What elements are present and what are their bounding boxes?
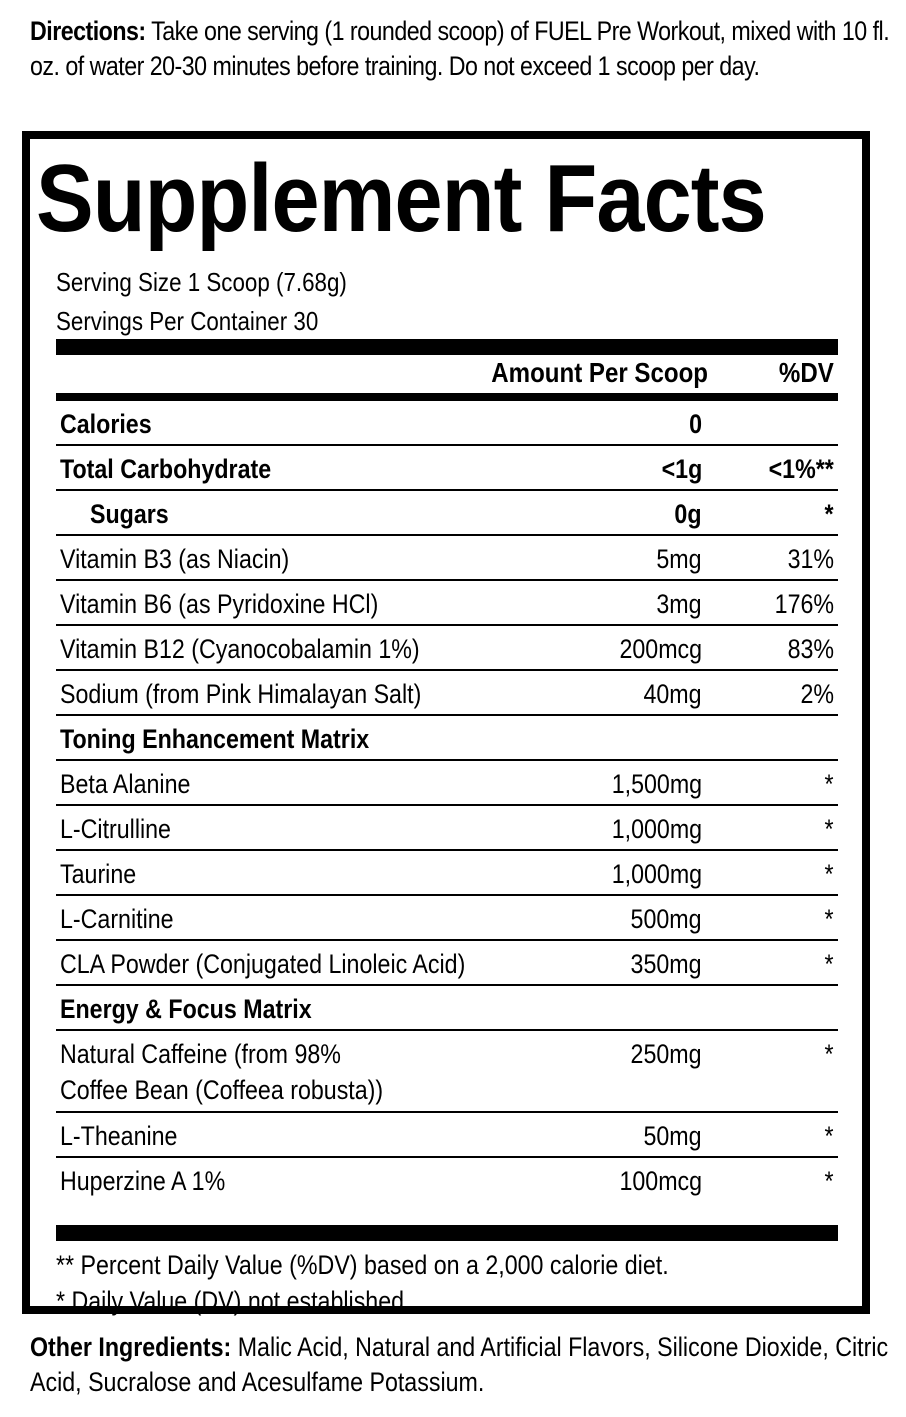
- nutrient-dv: *: [824, 499, 834, 529]
- ingredient-name-line2: Coffee Bean (Coffeea robusta)): [60, 1075, 384, 1105]
- ingredient-dv: *: [824, 814, 834, 844]
- nutrient-name: Sugars: [90, 499, 169, 529]
- nutrient-row-vitamin-b12: [56, 626, 838, 671]
- nutrient-amount: <1g: [661, 454, 702, 484]
- ingredient-name: [60, 1036, 383, 1108]
- ingredient-dv: *: [824, 1166, 834, 1196]
- nutrient-amount: 0g: [674, 499, 702, 529]
- thick-divider-header: [56, 393, 838, 401]
- amount-header: Amount Per Scoop: [491, 357, 708, 388]
- section-energy-focus-matrix: [56, 986, 838, 1031]
- column-header: [56, 357, 838, 397]
- ingredient-row-l-citrulline: [56, 806, 838, 851]
- ingredient-dv: *: [824, 949, 834, 979]
- ingredient-dv: *: [824, 769, 834, 799]
- nutrient-name: Sodium (from Pink Himalayan Salt): [60, 679, 422, 709]
- nutrient-row-sugars: [56, 491, 838, 536]
- nutrient-table: [56, 401, 838, 1203]
- ingredient-name: L-Citrulline: [60, 814, 171, 844]
- ingredient-dv: *: [824, 1121, 834, 1151]
- nutrient-row-vitamin-b6: [56, 581, 838, 626]
- servings-per-container: Servings Per Container 30: [56, 306, 319, 336]
- ingredient-amount: 250mg: [630, 1039, 702, 1069]
- ingredient-amount: 350mg: [630, 949, 702, 979]
- footnote-dv-basis: ** Percent Daily Value (%DV) based on a 2,000 calorie diet.: [56, 1250, 669, 1280]
- nutrient-amount: 200mcg: [619, 634, 702, 664]
- nutrient-name: Total Carbohydrate: [60, 454, 272, 484]
- section-title: Toning Enhancement Matrix: [60, 724, 370, 754]
- nutrient-row-total-carbohydrate: [56, 446, 838, 491]
- nutrient-dv: <1%**: [768, 454, 834, 484]
- ingredient-row-huperzine-a: [56, 1158, 838, 1203]
- nutrient-row-vitamin-b3: [56, 536, 838, 581]
- serving-size: Serving Size 1 Scoop (7.68g): [56, 267, 347, 297]
- footnotes: [56, 1247, 669, 1319]
- ingredient-amount: 1,500mg: [611, 769, 702, 799]
- ingredient-name-line1: Natural Caffeine (from 98%: [60, 1039, 341, 1069]
- ingredient-amount: 100mcg: [619, 1166, 702, 1196]
- ingredient-row-beta-alanine: [56, 761, 838, 806]
- supplement-facts-panel: [22, 131, 870, 1314]
- ingredient-name: L-Theanine: [60, 1121, 178, 1151]
- nutrient-name: Calories: [60, 409, 152, 439]
- ingredient-amount: 1,000mg: [611, 859, 702, 889]
- nutrient-amount: 5mg: [656, 544, 702, 574]
- ingredient-amount: 50mg: [643, 1121, 702, 1151]
- section-title: Energy & Focus Matrix: [60, 994, 312, 1024]
- ingredient-row-cla-powder: [56, 941, 838, 986]
- nutrient-amount: 3mg: [656, 589, 702, 619]
- panel-title: Supplement Facts: [36, 145, 766, 252]
- directions-label: Directions:: [30, 16, 146, 46]
- ingredient-name: L-Carnitine: [60, 904, 174, 934]
- serving-info: [56, 263, 347, 341]
- nutrient-amount: 40mg: [643, 679, 702, 709]
- nutrient-name: Vitamin B12 (Cyanocobalamin 1%): [60, 634, 420, 664]
- nutrient-row-sodium: [56, 671, 838, 716]
- ingredient-amount: 1,000mg: [611, 814, 702, 844]
- nutrient-name: Vitamin B3 (as Niacin): [60, 544, 290, 574]
- ingredient-row-taurine: [56, 851, 838, 896]
- nutrient-amount: 0: [689, 409, 702, 439]
- ingredient-dv: *: [824, 904, 834, 934]
- nutrient-dv: 31%: [787, 544, 834, 574]
- ingredient-row-l-carnitine: [56, 896, 838, 941]
- dv-header: %DV: [779, 357, 834, 388]
- ingredient-name: Beta Alanine: [60, 769, 191, 799]
- ingredient-dv: *: [824, 1039, 834, 1069]
- nutrient-row-calories: [56, 401, 838, 446]
- other-ingredients: [30, 1330, 890, 1400]
- other-ingredients-label: Other Ingredients:: [30, 1332, 232, 1362]
- ingredient-name: Huperzine A 1%: [60, 1166, 226, 1196]
- ingredient-row-l-theanine: [56, 1113, 838, 1158]
- nutrient-name: Vitamin B6 (as Pyridoxine HCl): [60, 589, 379, 619]
- ingredient-name: CLA Powder (Conjugated Linoleic Acid): [60, 949, 466, 979]
- footnote-dv-not-established: * Daily Value (DV) not established: [56, 1286, 405, 1316]
- directions-body: Take one serving (1 rounded scoop) of FUEL Pre Workout, mixed with 10 fl. oz. of water 20-30 minutes before training. Do not exceed 1 scoop per day.: [30, 16, 890, 81]
- thick-divider-bottom: [56, 1225, 838, 1241]
- ingredient-row-natural-caffeine: [56, 1031, 838, 1113]
- nutrient-dv: 83%: [787, 634, 834, 664]
- directions-text: [30, 14, 890, 84]
- ingredient-amount: 500mg: [630, 904, 702, 934]
- other-ingredients-text: Malic Acid, Natural and Artificial Flavors, Silicone Dioxide, Citric Acid, Sucralose and Acesulfame Potassium.: [30, 1332, 889, 1397]
- thick-divider-top: [56, 339, 838, 355]
- section-toning-enhancement-matrix: [56, 716, 838, 761]
- ingredient-dv: *: [824, 859, 834, 889]
- nutrient-dv: 176%: [774, 589, 834, 619]
- ingredient-name: Taurine: [60, 859, 137, 889]
- nutrient-dv: 2%: [800, 679, 834, 709]
